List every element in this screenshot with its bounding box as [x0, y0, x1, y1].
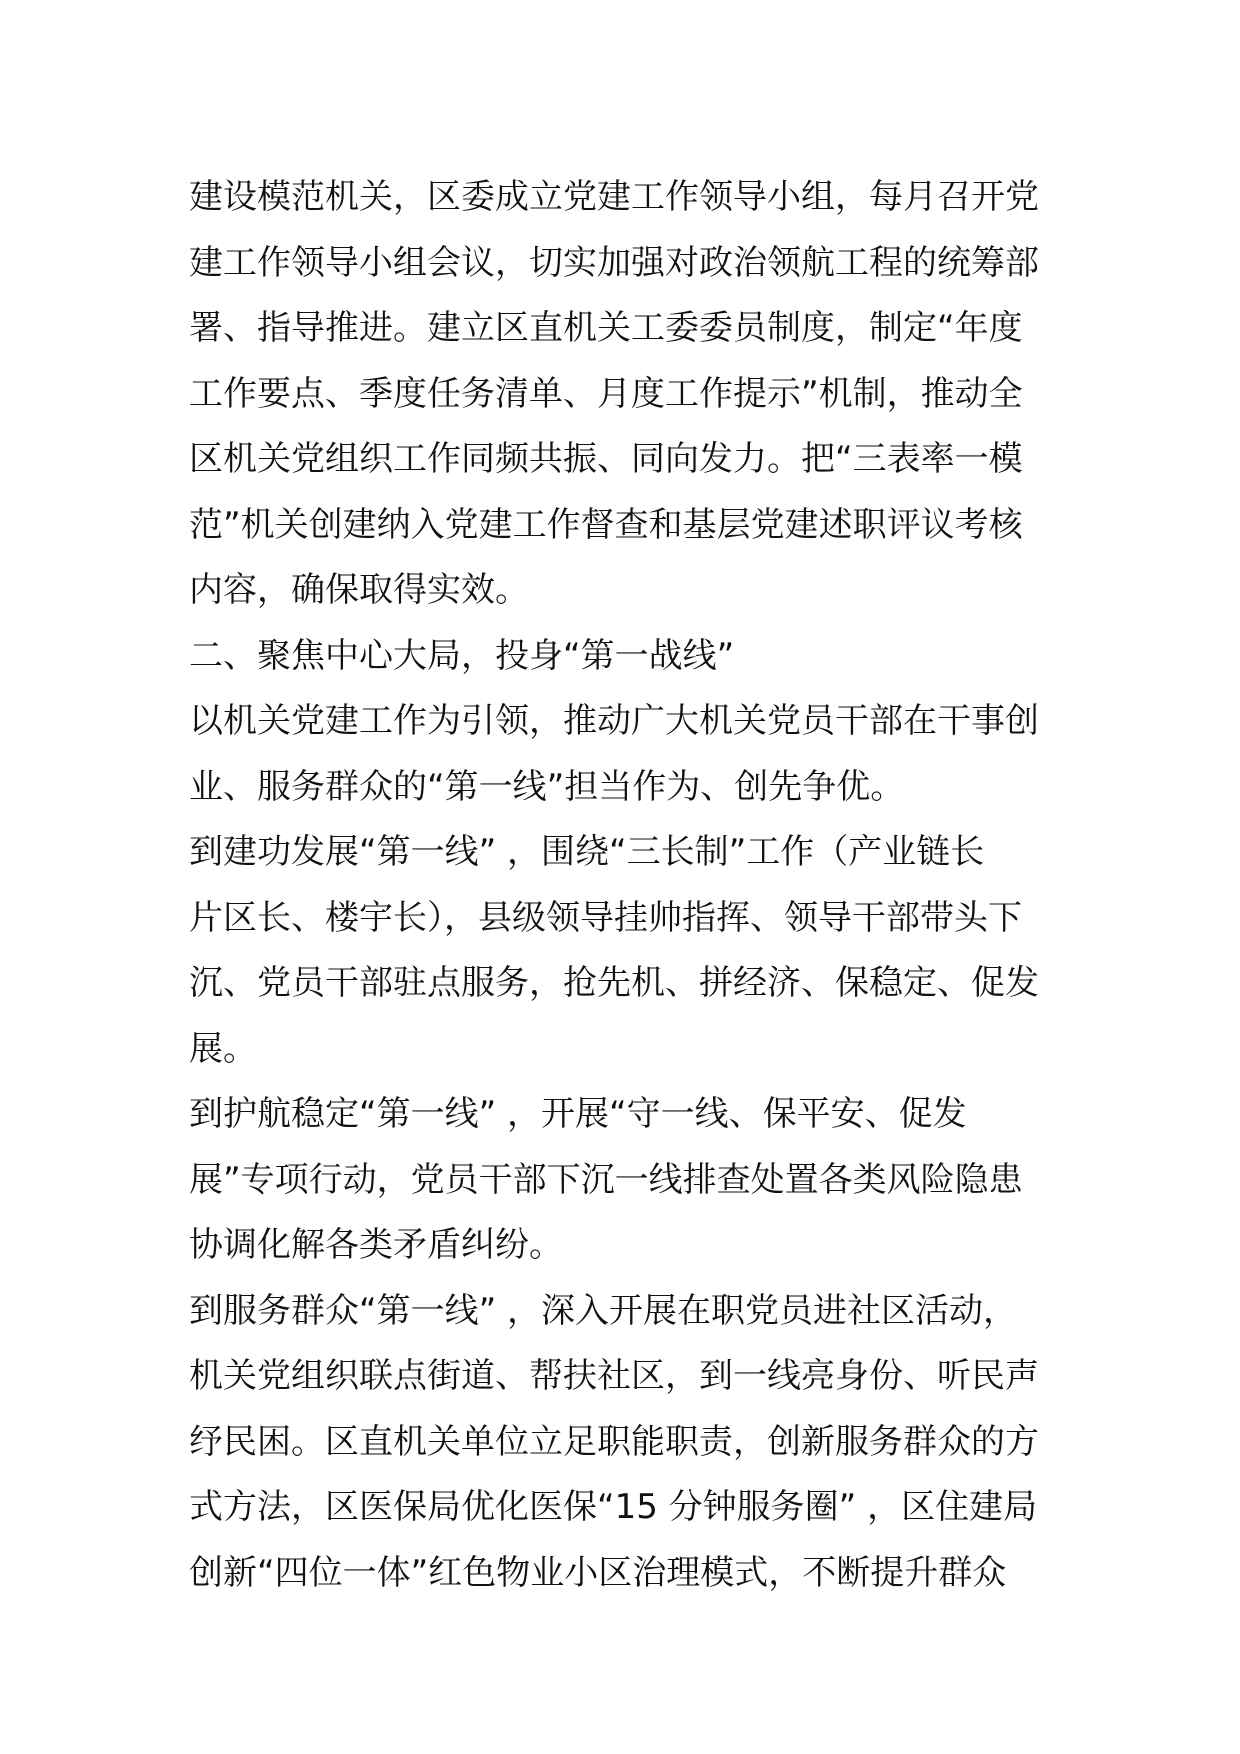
- body-line: 沉、党员干部驻点服务，抢先机、拼经济、保稳定、促发: [189, 963, 1039, 1003]
- body-line: 式方法，区医保局优化医保“15 分钟服务圈” ，区住建局: [189, 1487, 1038, 1527]
- body-line: 业、服务群众的“第一线”担当作为、创先争优。: [189, 766, 905, 807]
- body-line: 片区长、楼宇长），县级领导挂帅指挥、领导干部带头下: [189, 897, 1022, 938]
- document-body: [189, 165, 1069, 1606]
- body-line: 机关党组织联点街道、帮扶社区，到一线亮身份、听民声: [189, 1356, 1039, 1396]
- body-line: 范”机关创建纳入党建工作督查和基层党建述职评议考核: [189, 504, 1023, 545]
- body-line: 建设模范机关，区委成立党建工作领导小组，每月召开党: [189, 177, 1039, 217]
- body-line: 到护航稳定“第一线” ，开展“守一线、保平安、促发: [189, 1094, 967, 1134]
- body-line: 工作要点、季度任务清单、月度工作提示”机制，推动全: [189, 373, 1023, 414]
- body-line: 创新“四位一体”红色物业小区治理模式，不断提升群众: [189, 1552, 1007, 1593]
- body-line: 内容，确保取得实效。: [189, 570, 529, 610]
- body-line: 以机关党建工作为引领，推动广大机关党员干部在干事创: [189, 701, 1039, 741]
- body-line: 展。: [189, 1028, 257, 1069]
- body-line: 署、指导推进。建立区直机关工委委员制度，制定“年度: [189, 308, 1023, 348]
- body-line: 展”专项行动，党员干部下沉一线排查处置各类风险隐患: [189, 1159, 1023, 1200]
- body-line: 建工作领导小组会议，切实加强对政治领航工程的统筹部: [189, 242, 1039, 283]
- body-line: 到建功发展“第一线” ，围绕“三长制”工作（产业链长: [189, 832, 985, 872]
- body-line: 协调化解各类矛盾纠纷。: [189, 1225, 563, 1265]
- body-line: 纾民困。区直机关单位立足职能职责，创新服务群众的方: [189, 1421, 1039, 1462]
- body-line: 区机关党组织工作同频共振、同向发力。把“三表率一模: [189, 439, 1023, 479]
- body-line: 到服务群众“第一线” ，深入开展在职党员进社区活动，: [189, 1290, 1018, 1331]
- section-heading: 二、聚焦中心大局，投身“第一战线”: [189, 635, 735, 676]
